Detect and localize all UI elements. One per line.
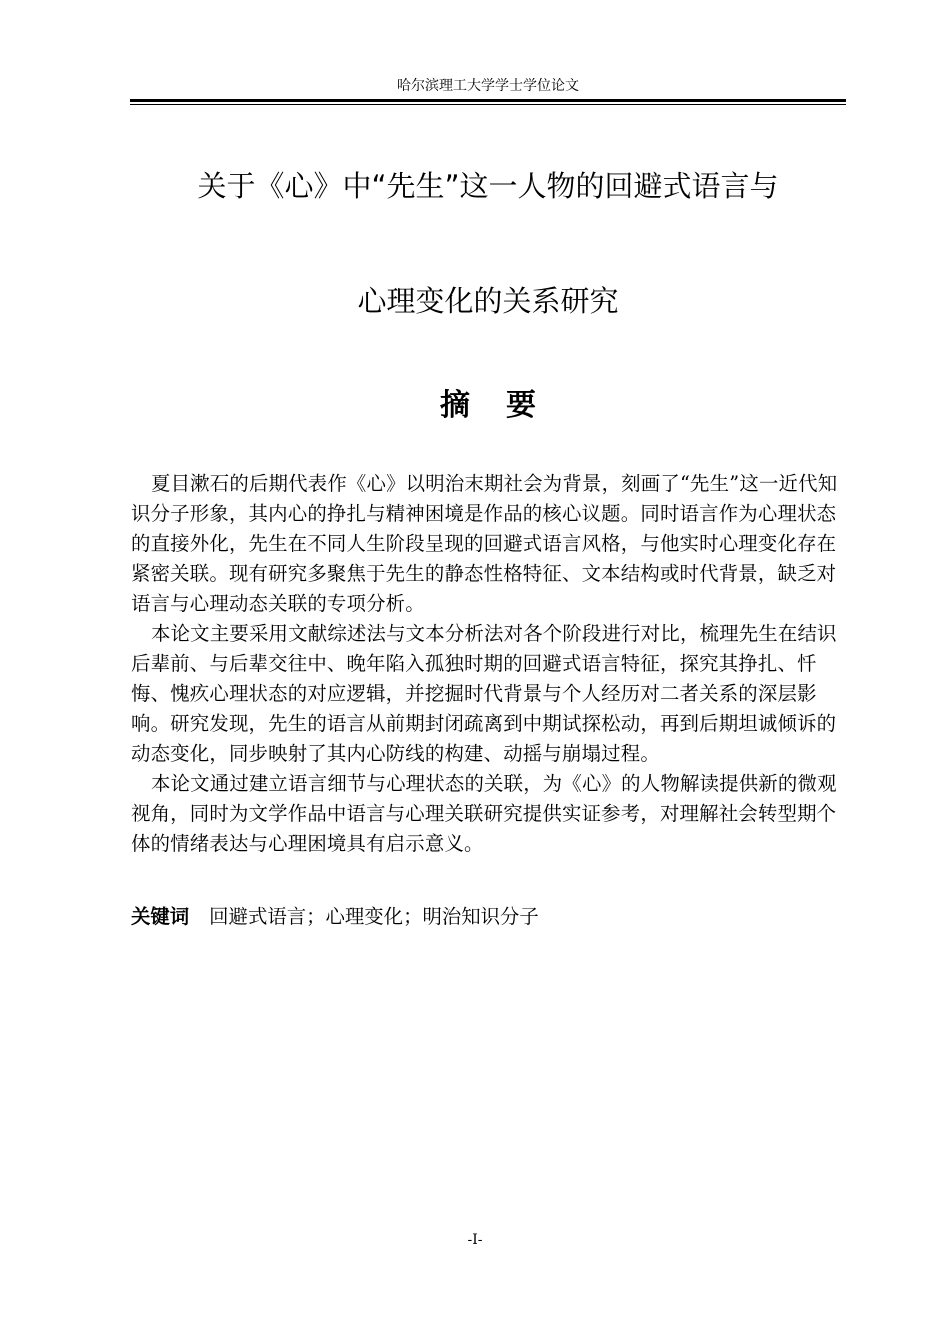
keywords-value: 回避式语言；心理变化；明治知识分子 [209,905,539,928]
abstract-paragraph-3: 本论文通过建立语言细节与心理状态的关联，为《心》的人物解读提供新的微观视角，同时为文学作品中语言与心理关联研究提供实证参考，对理解社会转型期个体的情绪表达与心理困境具有启示意义。 [131,772,837,855]
header-rule-thin [130,104,846,105]
abstract-heading-char-2: 要 [506,388,536,423]
header-rule-thick [130,99,846,102]
keywords-line [131,902,849,932]
abstract-paragraph-2: 本论文主要采用文献综述法与文本分析法对各个阶段进行对比，梳理先生在结识后辈前、与后辈交往中、晚年陷入孤独时期的回避式语言特征，探究其挣扎、忏悔、愧疚心理状态的对应逻辑，并挖掘时代背景与个人经历对二者关系的深层影响。研究发现，先生的语言从前期封闭疏离到中期试探松动，再到后期坦诚倾诉的动态变化，同步映射了其内心防线的构建、动摇与崩塌过程。 [131,622,837,765]
abstract-heading-char-1: 摘 [440,388,470,423]
abstract-paragraph-1: 夏目漱石的后期代表作《心》以明治末期社会为背景，刻画了“先生”这一近代知识分子形象，其内心的挣扎与精神困境是作品的核心议题。同时语言作为心理状态的直接外化，先生在不同人生阶段呈现的回避式语言风格，与他实时心理变化存在紧密关联。现有研究多聚焦于先生的静态性格特征、文本结构或时代背景，缺乏对语言与心理动态关联的专项分析。 [131,472,838,615]
running-header: 哈尔滨理工大学学士学位论文 [397,78,579,94]
page-number: -I- [467,1232,483,1248]
keywords-label: 关键词 [131,905,190,928]
abstract-body [131,469,849,859]
abstract-heading [100,386,876,426]
thesis-title-line-1: 关于《心》中“先生”这一人物的回避式语言与 [197,169,779,203]
thesis-title-line-2: 心理变化的关系研究 [357,284,619,318]
